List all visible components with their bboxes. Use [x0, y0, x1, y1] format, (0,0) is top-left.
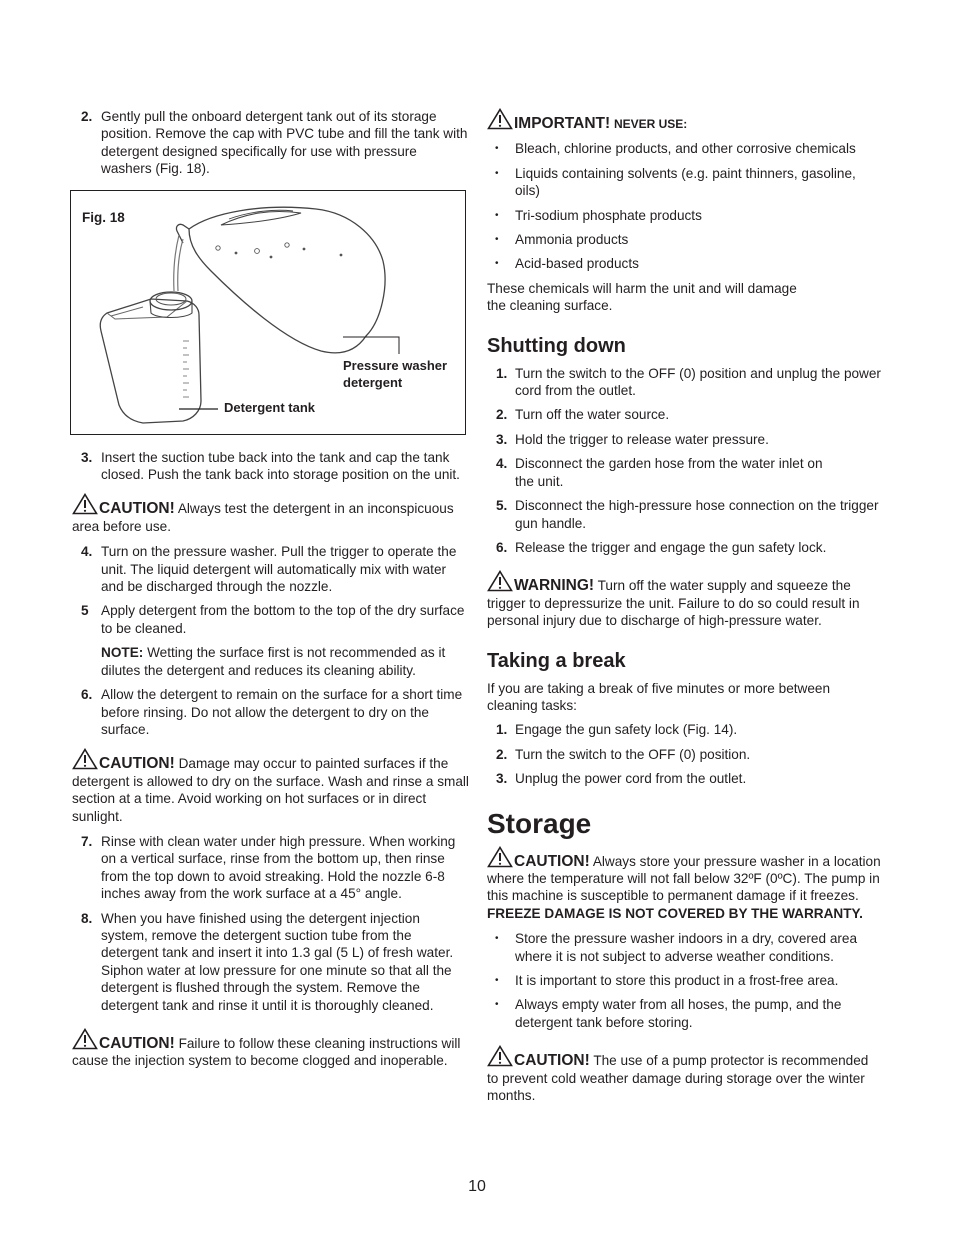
caution-keyword: CAUTION!: [99, 1035, 175, 1052]
caution-bold-text: FREEZE DAMAGE IS NOT COVERED BY THE WARRANTY.: [487, 905, 863, 921]
caution-text: The use of a pump protector is recommended to prevent cold weather damage during storage over the winter months.: [487, 1053, 869, 1104]
step-number: 4.: [81, 544, 93, 560]
step-text: Turn the switch to the OFF (0) position and unplug the power cord from the outlet.: [515, 365, 881, 399]
step-number: 3.: [496, 431, 508, 447]
callout-detergent-tank: Detergent tank: [224, 399, 316, 415]
list-item: • Store the pressure washer indoors in a dry, covered area where it is not subject to adverse weather conditions.: [487, 930, 883, 965]
step-text: Insert the suction tube back into the tank and cap the tank closed. Push the tank back into storage position on the unit.: [101, 449, 460, 483]
warning-triangle-icon: [487, 1045, 513, 1067]
caution-storage-temperature: [487, 846, 883, 923]
step-text: Gently pull the onboard detergent tank out of its storage position. Remove the cap with PVC tube and fill the tank with detergent designed specifically for use with pressure washers (Fig. 18).: [101, 109, 468, 177]
page-number: 10: [468, 1178, 486, 1195]
step-7: [72, 833, 470, 903]
step-number: 3.: [496, 771, 508, 787]
note-label: NOTE:: [101, 645, 144, 661]
list-item: • Bleach, chlorine products, and other corrosive chemicals: [487, 140, 883, 157]
list-item: • Tri-sodium phosphate products: [487, 207, 883, 224]
caution-text: Always test the detergent in an inconspicuous area before use.: [72, 501, 454, 534]
warning-triangle-icon: [487, 846, 513, 868]
shutdown-step-6: [487, 539, 883, 556]
step-text: Unplug the power cord from the outlet.: [515, 771, 747, 787]
warning-triangle-icon: [487, 570, 513, 592]
step-text: Engage the gun safety lock (Fig. 14).: [515, 722, 738, 738]
heading-storage: Storage: [487, 807, 592, 839]
shutdown-step-2: [487, 406, 883, 423]
shutdown-step-1: [487, 365, 883, 400]
step-text: Turn on the pressure washer. Pull the trigger to operate the unit. The liquid detergent will automatically mix with water and be discharged through the nozzle.: [101, 544, 457, 595]
step-number: 6.: [496, 539, 508, 555]
caution-keyword: CAUTION!: [99, 755, 175, 773]
caution-cleaning-instructions: [72, 1028, 470, 1070]
step-text: When you have finished using the detergent injection system, remove the detergent suction tube from the detergent tank and insert it into 1.3 gal (5 L) of fresh water. Siphon water at low pressure for one minute so that all the detergent is flushed through the system. Remove the detergent tank and rinse it until it is thoroughly cleaned.: [101, 910, 454, 1013]
step-number: 5: [81, 603, 89, 619]
step-6: [72, 686, 470, 738]
list-item: • It is important to store this product in a frost-free area.: [487, 972, 883, 989]
heading-taking-a-break: Taking a break: [487, 649, 626, 672]
shutdown-step-4: [487, 455, 845, 490]
warning-keyword: WARNING!: [514, 577, 595, 595]
break-step-1: [487, 721, 883, 738]
list-item: • Acid-based products: [487, 255, 883, 272]
break-step-3: [487, 770, 883, 787]
note-text: Wetting the surface first is not recommended as it dilutes the detergent and reduces its cleaning ability.: [101, 645, 446, 678]
step-2: [72, 108, 470, 178]
warning-text: Turn off the water supply and squeeze the trigger to depressurize the unit. Failure to do so could result in personal injury due to discharge of high-pressure water.: [487, 578, 860, 629]
shutdown-step-3: [487, 431, 883, 448]
figure-18: [70, 190, 466, 435]
step-number: 3.: [81, 449, 93, 465]
never-use-label: NEVER USE:: [613, 117, 688, 131]
step-5: [72, 602, 470, 637]
caution-painted-surfaces: [72, 748, 470, 825]
warning-triangle-icon: [487, 108, 513, 130]
step-number: 1.: [496, 722, 508, 738]
step-number: 1.: [496, 365, 508, 381]
warning-triangle-icon: [72, 1028, 98, 1050]
step-text: Turn the switch to the OFF (0) position.: [515, 746, 751, 762]
step-text: Turn off the water source.: [515, 407, 670, 423]
left-column: [72, 108, 470, 1078]
caution-keyword: CAUTION!: [514, 852, 590, 870]
step-text: Release the trigger and engage the gun safety lock.: [515, 539, 827, 555]
warning-triangle-icon: [72, 493, 98, 515]
step-text: Rinse with clean water under high pressure. When working on a vertical surface, rinse from the bottom up, then rinse from the top down to avoid streaking. Hold the nozzle 6-8 inches away from the work surface at a 45° angle.: [101, 833, 456, 902]
step-number: 8.: [81, 910, 93, 926]
step-number: 2.: [496, 407, 508, 423]
caution-text: Damage may occur to painted surfaces if the detergent is allowed to dry on the surface. Wash and rinse a small section at a time. Avoid working on hot surfaces or in direct sunlight.: [72, 756, 469, 824]
step-number: 2.: [81, 109, 93, 124]
caution-text: Always store your pressure washer in a location where the temperature will not fall below 32ºF (0ºC). The pump in this machine is susceptible to permanent damage if it freezes.: [487, 853, 881, 904]
step-text: Disconnect the high-pressure hose connection on the trigger gun handle.: [515, 498, 879, 531]
step-3: [72, 449, 470, 484]
list-item: • Always empty water from all hoses, the pump, and the detergent tank before storing.: [487, 996, 883, 1031]
shutdown-step-5: [487, 497, 883, 532]
right-column: [487, 108, 883, 1112]
warning-triangle-icon: [72, 748, 98, 770]
step-text: Disconnect the garden hose from the water inlet on the unit.: [515, 456, 823, 489]
step-number: 5.: [496, 498, 508, 514]
step-number: 2.: [496, 746, 508, 762]
note-wetting: [72, 644, 470, 679]
caution-text: Failure to follow these cleaning instructions will cause the injection system to become clogged and inoperable.: [72, 1036, 461, 1069]
step-8: [72, 910, 470, 1014]
caution-pump-protector: [487, 1045, 883, 1104]
caution-keyword: CAUTION!: [99, 500, 175, 518]
list-item: • Ammonia products: [487, 231, 883, 248]
figure-label: Fig. 18: [82, 209, 125, 225]
taking-break-intro: If you are taking a break of five minutes or more between cleaning tasks:: [487, 680, 831, 713]
important-never-use: [487, 108, 883, 133]
important-keyword: IMPORTANT!: [514, 115, 611, 132]
warning-depressurize: [487, 570, 883, 629]
callout-pressure-washer-detergent: Pressure washer detergent: [343, 357, 448, 390]
step-number: 4.: [496, 456, 508, 472]
step-text: Apply detergent from the bottom to the top of the dry surface to be cleaned.: [101, 603, 465, 636]
step-text: Hold the trigger to release water pressure.: [515, 431, 769, 447]
list-item: • Liquids containing solvents (e.g. paint thinners, gasoline, oils): [487, 165, 883, 200]
detergent-tank-illustration: [71, 191, 465, 434]
step-number: 6.: [81, 687, 93, 703]
caution-keyword: CAUTION!: [514, 1052, 590, 1070]
step-text: Allow the detergent to remain on the surface for a short time before rinsing. Do not allow the detergent to dry on the surface.: [101, 687, 463, 737]
step-number: 7.: [81, 833, 93, 849]
chemicals-note: These chemicals will harm the unit and will damage the cleaning surface.: [487, 280, 797, 314]
step-4: [72, 543, 470, 595]
caution-test-detergent: [72, 493, 470, 535]
break-step-2: [487, 746, 883, 763]
heading-shutting-down: Shutting down: [487, 334, 626, 357]
